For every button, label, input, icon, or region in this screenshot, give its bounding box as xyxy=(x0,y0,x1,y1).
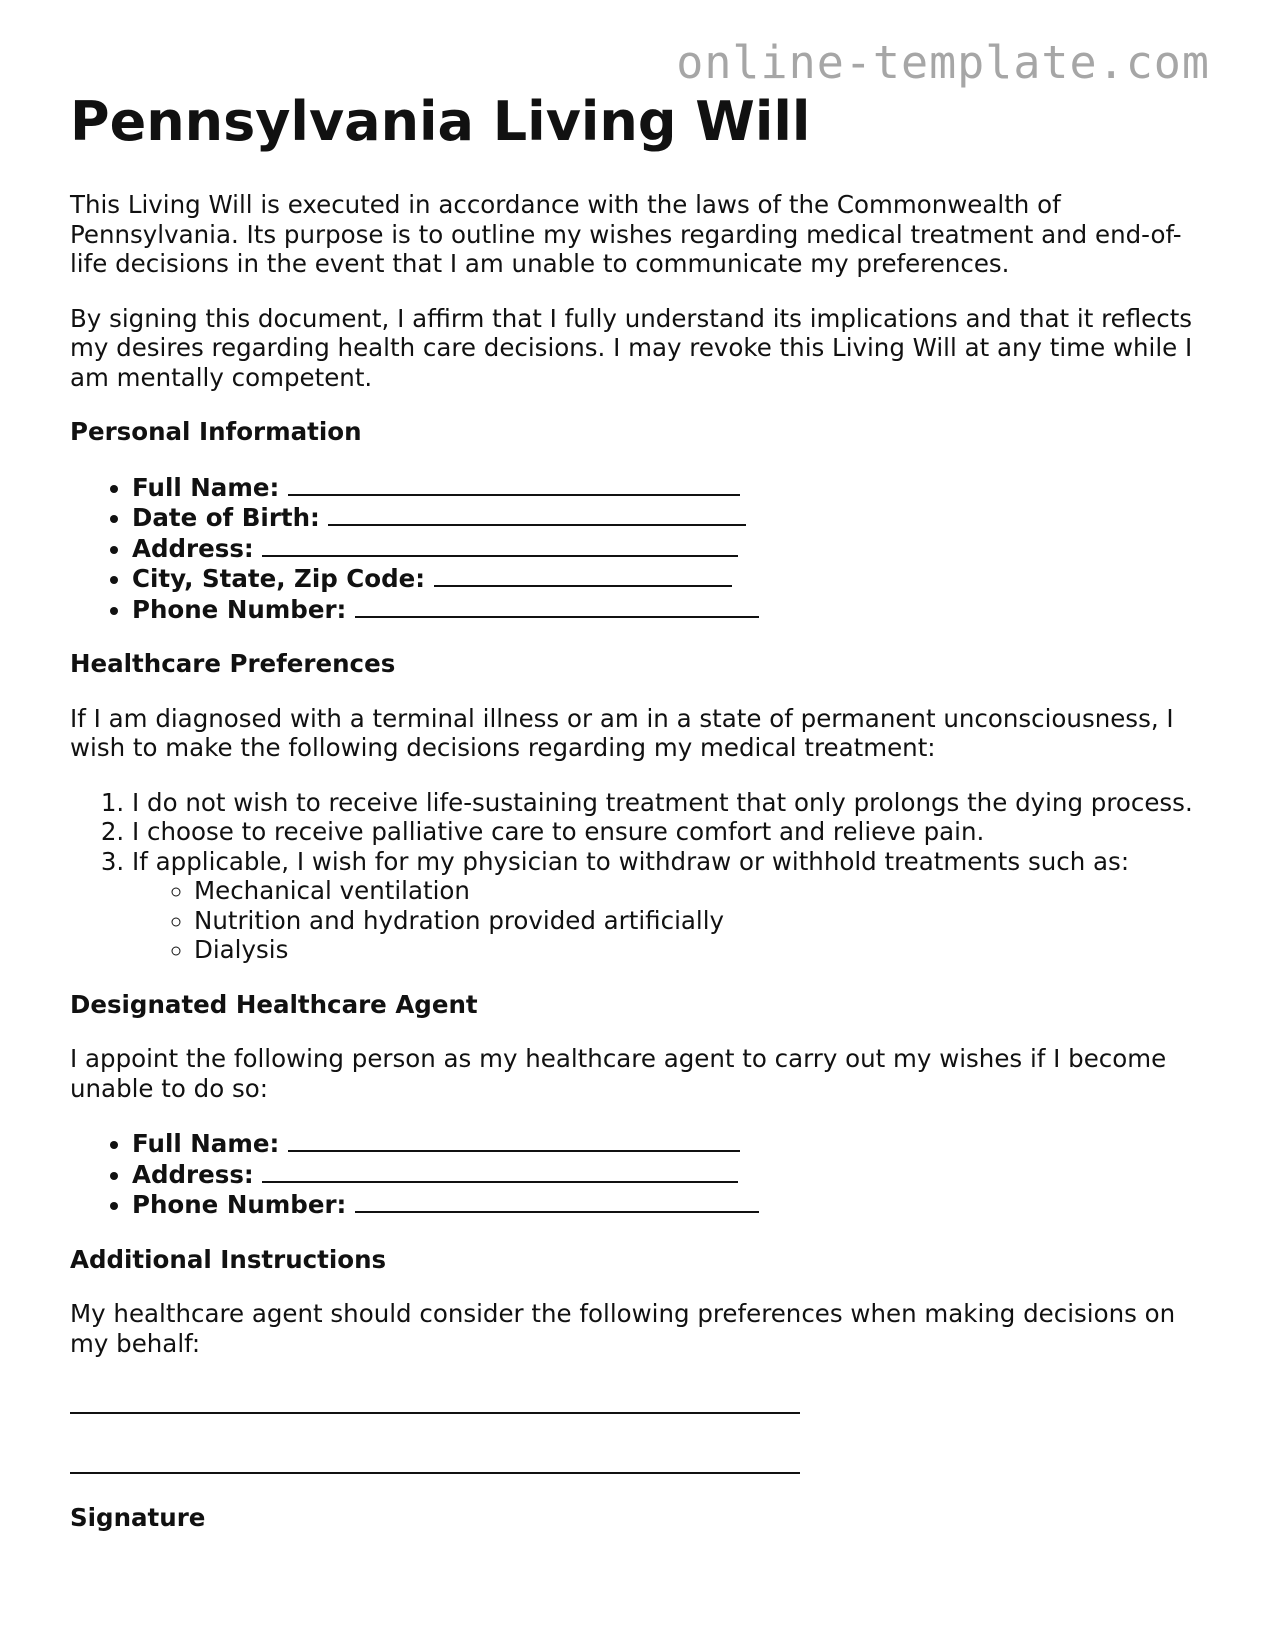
field-city-state-zip xyxy=(132,563,1200,594)
healthcare-decisions-list xyxy=(70,788,1200,965)
additional-instructions-heading: Additional Instructions xyxy=(70,1244,387,1274)
sublist-item: ◦ Nutrition and hydration provided artificially xyxy=(194,906,1200,936)
additional-instructions-text: My healthcare agent should consider the following preferences when making decisions on my behalf: xyxy=(70,1299,1176,1358)
intro-paragraph-1: This Living Will is executed in accordance with the laws of the Commonwealth of Pennsylvania. Its purpose is to outline my wishes regarding medical treatment and end-of-life decisions in the event that I am unable to communicate my preferences. xyxy=(70,190,1182,278)
intro-paragraph-2: By signing this document, I affirm that I fully understand its implications and that it reflects my desires regarding health care decisions. I may revoke this Living Will at any time while I am mentally competent. xyxy=(70,303,1193,392)
healthcare-preferences-heading: Healthcare Preferences xyxy=(70,649,396,678)
field-label: City, State, Zip Code: xyxy=(132,564,426,593)
phone-number-blank[interactable] xyxy=(355,594,759,618)
list-item: 2. I choose to receive palliative care to ensure comfort and relieve pain. xyxy=(132,817,1200,847)
instructions-line-2[interactable] xyxy=(70,1443,800,1474)
list-item-text: If applicable, I wish for my physician to withdraw or withhold treatments such as: xyxy=(132,846,1130,876)
agent-phone-number-blank[interactable] xyxy=(355,1189,759,1213)
watermark: online-template.com xyxy=(676,36,1210,89)
personal-information-heading: Personal Information xyxy=(70,417,362,446)
field-address xyxy=(132,533,1200,564)
date-of-birth-blank[interactable] xyxy=(328,502,746,526)
document-body xyxy=(70,92,1200,1558)
city-state-zip-blank[interactable] xyxy=(434,563,732,587)
sublist-item: ◦ Dialysis xyxy=(194,935,1200,965)
field-label: Address: xyxy=(132,1159,254,1189)
list-item: 1. I do not wish to receive life-sustaining treatment that only prolongs the dying process. xyxy=(132,788,1200,818)
treatments-sublist xyxy=(132,876,1200,965)
sublist-item: ◦ Mechanical ventilation xyxy=(194,876,1200,906)
designated-agent-text: I appoint the following person as my healthcare agent to carry out my wishes if I become unable to do so: xyxy=(70,1044,1167,1103)
field-label: Phone Number: xyxy=(132,594,347,624)
designated-agent-heading: Designated Healthcare Agent xyxy=(70,989,478,1019)
field-full-name xyxy=(132,472,1200,503)
field-label: Full Name: xyxy=(132,1129,280,1158)
field-date-of-birth xyxy=(132,502,1200,533)
list-item xyxy=(132,847,1200,965)
field-label: Phone Number: xyxy=(132,1190,347,1219)
page-title: Pennsylvania Living Will xyxy=(70,90,811,153)
agent-field-phone-number xyxy=(132,1189,1200,1220)
healthcare-preferences-text: If I am diagnosed with a terminal illness or am in a state of permanent unconsciousness, I wish to make the following decisions regarding my medical treatment: xyxy=(70,703,1174,762)
instructions-line-1[interactable] xyxy=(70,1383,800,1414)
agent-full-name-blank[interactable] xyxy=(288,1128,740,1152)
full-name-blank[interactable] xyxy=(288,472,740,496)
agent-fields-list xyxy=(70,1128,1200,1220)
agent-field-full-name xyxy=(132,1128,1200,1159)
personal-fields-list xyxy=(70,472,1200,625)
field-label: Address: xyxy=(132,533,254,563)
signature-heading: Signature xyxy=(70,1503,206,1532)
agent-address-blank[interactable] xyxy=(262,1159,738,1183)
agent-field-address xyxy=(132,1159,1200,1190)
field-label: Date of Birth: xyxy=(132,503,320,532)
field-phone-number xyxy=(132,594,1200,625)
address-blank[interactable] xyxy=(262,533,738,557)
field-label: Full Name: xyxy=(132,472,280,502)
